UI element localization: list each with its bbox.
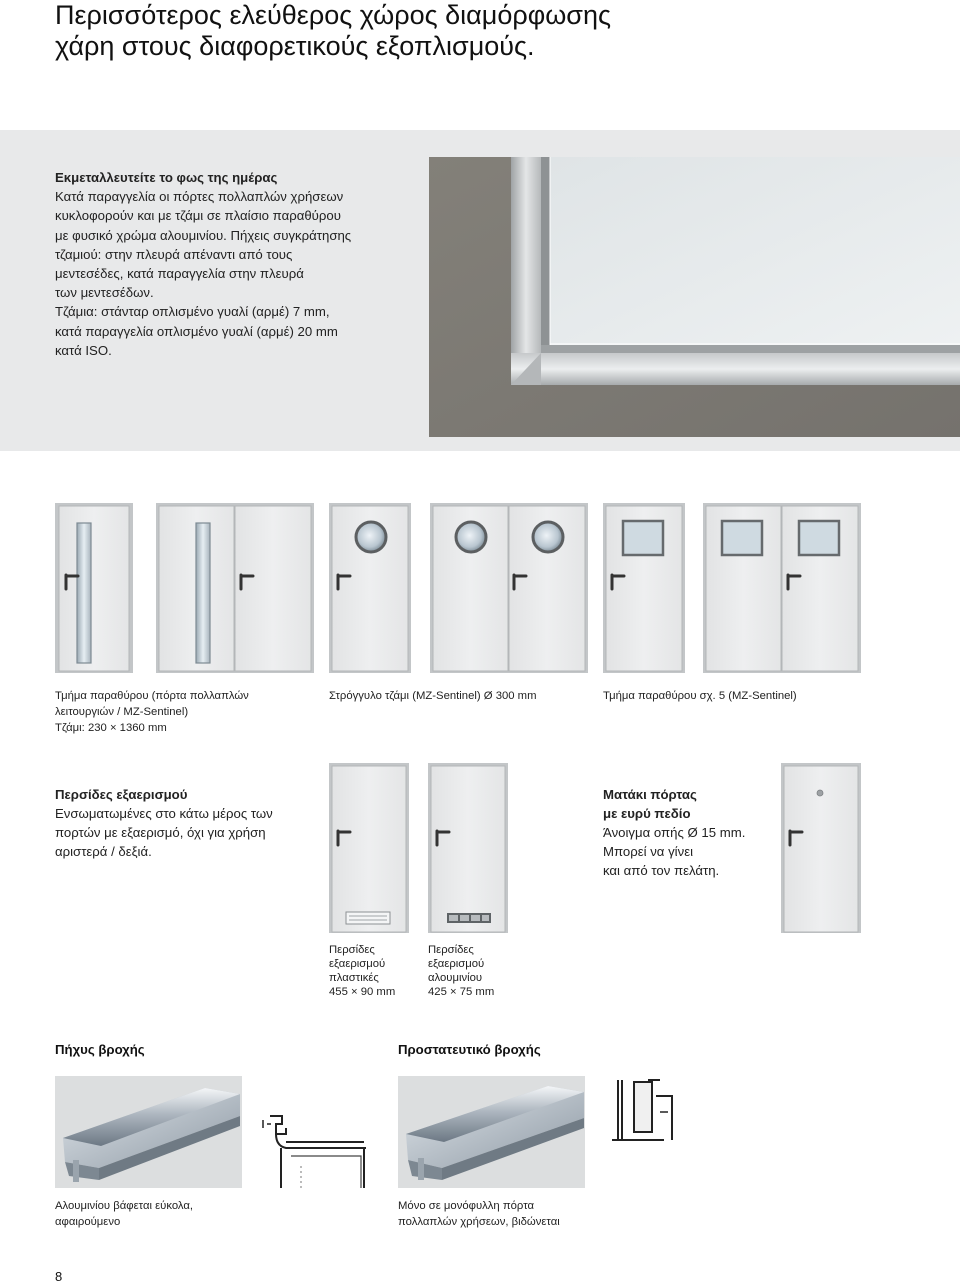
- door-vent-aluminium: [428, 763, 508, 933]
- intro-line: κυκλοφορούν και με τζάμι σε πλαίσιο παραθύρου: [55, 208, 341, 224]
- drip-heading: Πήχυς βροχής: [55, 1042, 145, 1057]
- caption-window-glazing: [603, 688, 863, 704]
- caption-line: Περσίδες: [329, 944, 375, 956]
- door-vent-plastic: [329, 763, 409, 933]
- vents-line: αριστερά / δεξιά.: [55, 844, 152, 859]
- peephole-heading-2: με ευρύ πεδίο: [603, 806, 691, 821]
- peephole-heading-1: Ματάκι πόρτας: [603, 787, 697, 802]
- caption-line: εξαερισμού: [329, 958, 386, 970]
- intro-line: τζαμιού: στην πλευρά απέναντι από τους: [55, 246, 293, 262]
- door-peephole: [781, 763, 861, 933]
- page-number: 8: [55, 1269, 63, 1284]
- rainguard-heading: Προστατευτικό βροχής: [398, 1042, 541, 1057]
- peephole-line: Άνοιγμα οπής Ø 15 mm.: [603, 825, 746, 840]
- title-line-2: χάρη στους διαφορετικούς εξοπλισμούς.: [55, 31, 535, 61]
- intro-heading: Εκμεταλλευτείτε το φως της ημέρας: [55, 170, 278, 185]
- intro-line: κατά παραγγελία οπλισμένο γυαλί (αρμέ) 20 mm: [55, 323, 338, 339]
- drip-illustration: [55, 1076, 385, 1188]
- caption-line: Περσίδες: [428, 944, 474, 956]
- intro-text: [55, 168, 395, 360]
- caption-line: 455 × 90 mm: [329, 986, 396, 998]
- caption-line: Τμήμα παραθύρου (πόρτα πολλαπλών: [55, 690, 249, 702]
- caption-line: εξαερισμού: [428, 958, 485, 970]
- caption-line: πολλαπλών χρήσεων, βιδώνεται: [398, 1216, 560, 1228]
- intro-line: Τζάμια: στάνταρ οπλισμένο γυαλί (αρμέ) 7 mm,: [55, 304, 330, 320]
- door-window-single: [603, 503, 685, 673]
- caption-vent-aluminium: [428, 943, 518, 999]
- caption-line: Μόνο σε μονόφυλλη πόρτα: [398, 1200, 535, 1212]
- window-frame-photo: [429, 157, 960, 437]
- caption-line: Αλουμινίου βάφεται εύκολα,: [55, 1200, 194, 1212]
- peephole-section: [603, 785, 773, 880]
- caption-round-glazing: [329, 688, 589, 704]
- caption-line: Στρόγγυλο τζάμι (MZ-Sentinel) Ø 300 mm: [329, 690, 537, 702]
- intro-line: Κατά παραγγελία οι πόρτες πολλαπλών χρήσεων: [55, 189, 344, 205]
- rainguard-cross-section: [612, 1080, 672, 1140]
- caption-line: αφαιρούμενο: [55, 1216, 121, 1228]
- page-title: [55, 0, 611, 62]
- caption-rainguard: [398, 1198, 658, 1230]
- caption-narrow-glazing: [55, 688, 315, 736]
- caption-line: Τζάμι: 230 × 1360 mm: [55, 722, 167, 734]
- rainguard-illustration: [398, 1076, 698, 1188]
- caption-line: Τμήμα παραθύρου σχ. 5 (MZ-Sentinel): [603, 690, 797, 702]
- caption-vent-plastic: [329, 943, 419, 999]
- caption-line: πλαστικές: [329, 972, 379, 984]
- door-narrow-single: [55, 503, 133, 673]
- glazing-doors-illustration: [55, 503, 960, 673]
- door-window-double: [703, 503, 861, 673]
- door-porthole-single: [329, 503, 411, 673]
- caption-drip: [55, 1198, 315, 1230]
- vents-section: [55, 785, 325, 861]
- door-narrow-double: [156, 503, 314, 673]
- intro-line: με φυσικό χρώμα αλουμινίου. Πήχεις συγκράτησης: [55, 227, 352, 243]
- door-porthole-double: [430, 503, 588, 673]
- drip-cross-section: [263, 1116, 366, 1188]
- intro-line: των μεντεσέδων.: [55, 285, 154, 301]
- caption-line: αλουμινίου: [428, 972, 483, 984]
- caption-line: λειτουργιών / MZ-Sentinel): [55, 706, 189, 718]
- peephole-line: και από τον πελάτη.: [603, 863, 720, 878]
- intro-line: μεντεσέδες, κατά παραγγελία στην πλευρά: [55, 266, 304, 282]
- vents-line: πορτών με εξαερισμό, όχι για χρήση: [55, 825, 266, 840]
- peephole-line: Μπορεί να γίνει: [603, 844, 694, 859]
- title-line-1: Περισσότερος ελεύθερος χώρος διαμόρφωσης: [55, 0, 611, 30]
- vents-line: Ενσωματωμένες στο κάτω μέρος των: [55, 806, 273, 821]
- intro-line: κατά ISO.: [55, 342, 112, 358]
- caption-line: 425 × 75 mm: [428, 986, 495, 998]
- vents-heading: Περσίδες εξαερισμού: [55, 787, 188, 802]
